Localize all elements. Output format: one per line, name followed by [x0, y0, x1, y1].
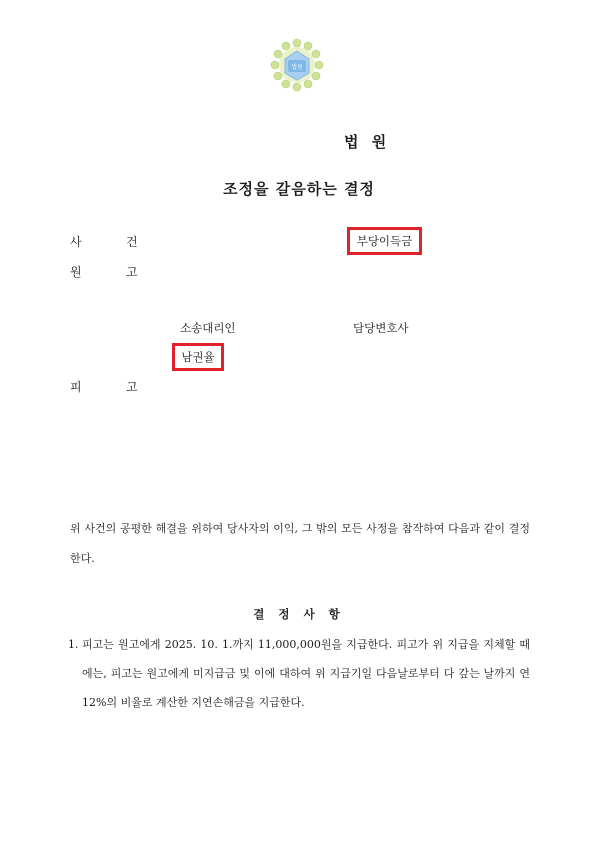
case-name-highlight: 부당이득금	[347, 227, 422, 255]
decision-item	[68, 630, 530, 717]
attorney-in-charge-label: 담당변호사	[353, 321, 409, 335]
decision-item-number: 1.	[68, 638, 79, 651]
document-page: 법원 법 원 조정을 갈음하는 결정 사 건 부당이득금 원 고 소송대리인 담당변호사 남권율 피 고 위 사건의 공평한 해결을 위하여 당사자의 이익, 그 밖의 모든 사정을 참작하여 다음과 같이 결정한다. 결 정 사 항 1. 피고는 원고에게 2025. 10. 1.까지 11,000,000원을 지급한다. 피고가 위 지급을 지체할 때에는, 피고는 원고에게 미지급금 및 이에 대하여 위 지급기일 다음날로부터 다 갚는 날까지 연 12%의 비율로 계산한 지연손해금을 지급한다.	[0, 0, 598, 844]
court-name: 법 원	[344, 133, 391, 151]
court-emblem-icon	[270, 38, 324, 92]
svg-text:법원: 법원	[291, 64, 303, 71]
litigation-agent-label: 소송대리인	[180, 321, 236, 335]
decision-heading: 결 정 사 항	[253, 607, 345, 621]
decision-item-text: 피고는 원고에게 2025. 10. 1.까지 11,000,000원을 지급한다. 피고가 위 지급을 지체할 때에는, 피고는 원고에게 미지급금 및 이에 대하여 위 지급기일 다음날로부터 다 갚는 날까지 연 12%의 비율로 계산한 지연손해금을 지급한다.	[82, 638, 530, 709]
agent-name-highlight: 남권율	[172, 343, 224, 371]
preamble-paragraph: 위 사건의 공평한 해결을 위하여 당사자의 이익, 그 밖의 모든 사정을 참작하여 다음과 같이 결정한다.	[70, 522, 530, 565]
document-title: 조정을 갈음하는 결정	[223, 180, 375, 198]
